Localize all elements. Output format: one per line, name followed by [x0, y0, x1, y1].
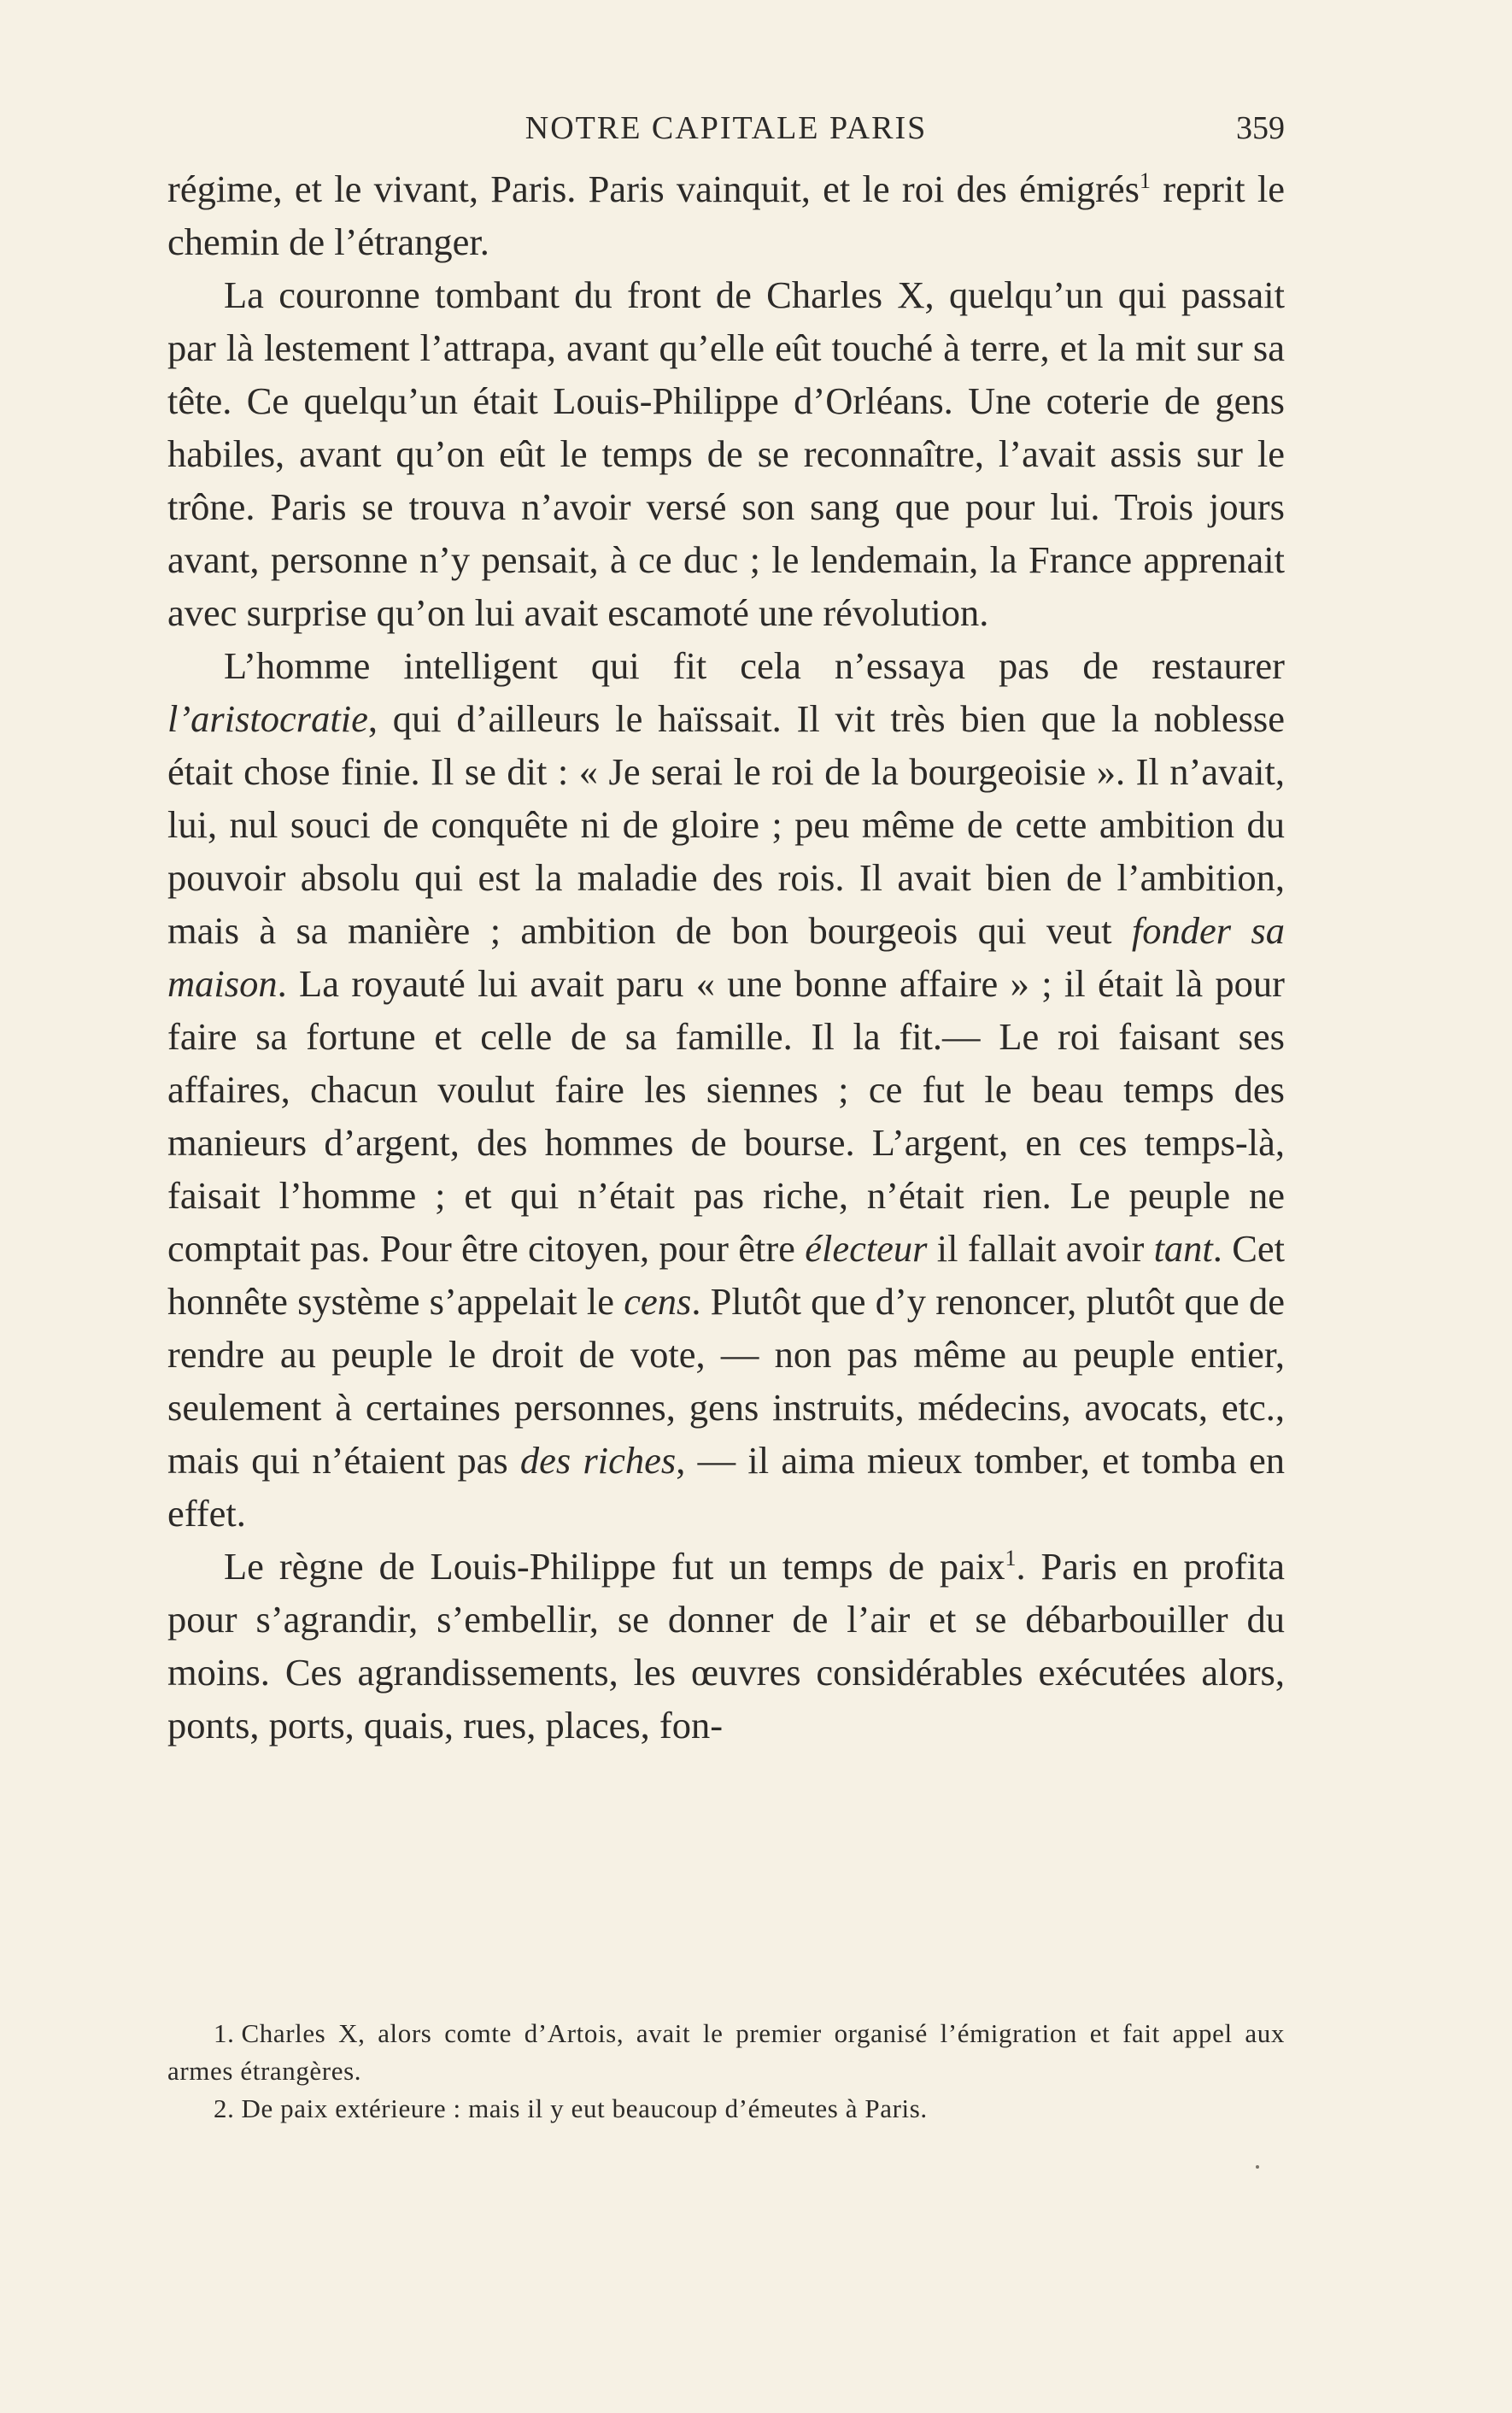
- paragraph-text: il fallait avoir: [927, 1227, 1154, 1270]
- footnote-text: De paix extérieure : mais il y eut beaucoup d’émeutes à Paris.: [241, 2093, 928, 2123]
- running-title: NOTRE CAPITALE PARIS: [525, 110, 928, 146]
- italic-term: fonder sa maison: [167, 909, 1285, 1005]
- paper-speck: [1256, 2165, 1259, 2169]
- paragraph-text: reprit le chemin de l’étranger.: [167, 167, 1285, 263]
- paragraph-3: [167, 639, 1285, 1540]
- body-text: [167, 162, 1285, 1752]
- paragraph-text: . Paris en profita pour s’agrandir, s’embellir, se donner de l’air et se débarbouiller du moins. Ces agrandissements, les œuvres considérables exécutées alors, ponts, ports, quais, rues, places, fon-: [167, 1545, 1286, 1747]
- footnote-1: [167, 2015, 1285, 2090]
- italic-term: électeur: [805, 1227, 928, 1270]
- page-number: 359: [1236, 110, 1285, 146]
- paragraph-text: , — il aima mieux tomber, et tomba en effet.: [167, 1439, 1285, 1535]
- footnote-marker: 2.: [214, 2093, 235, 2123]
- italic-term: tant: [1153, 1227, 1213, 1270]
- paragraph-text: régime, et le vivant, Paris. Paris vainquit, et le roi des émigrés: [167, 167, 1140, 210]
- footnote-reference: 1: [1005, 1546, 1017, 1571]
- paragraph-text: Le règne de Louis-Philippe fut un temps de paix: [224, 1545, 1005, 1588]
- running-head: [167, 109, 1285, 147]
- footnote-reference: 1: [1140, 168, 1151, 193]
- paragraph-text: . Cet honnête système s’appelait le: [167, 1227, 1285, 1323]
- footnote-marker: 1.: [214, 2018, 235, 2048]
- paragraph-1: [167, 162, 1285, 268]
- footnotes: [167, 2015, 1285, 2128]
- footnote-2: [167, 2090, 1285, 2128]
- paragraph-text: , qui d’ailleurs le haïssait. Il vit très bien que la noblesse était chose finie. Il se dit : « Je serai le roi de la bourgeoisie ». Il n’avait, lui, nul souci de conquête ni de gloire ; peu même de cette ambition du pouvoir absolu qui est la maladie des rois. Il avait bien de l’ambition, mais à sa manière ; ambition de bon bourgeois qui veut: [167, 697, 1285, 952]
- paragraph-text: . Plutôt que d’y renoncer, plutôt que de rendre au peuple le droit de vote, — non pas même au peuple entier, seulement à certaines personnes, gens instruits, médecins, avocats, etc., mais qui n’étaient pas: [167, 1280, 1285, 1482]
- footnote-text: Charles X, alors comte d’Artois, avait le premier organisé l’émigration et fait appel aux armes étrangères.: [167, 2018, 1285, 2086]
- paragraph-4: [167, 1540, 1285, 1752]
- paragraph-2: La couronne tombant du front de Charles X, quelqu’un qui passait par là lestement l’attrapa, avant qu’elle eût touché à terre, et la mit sur sa tête. Ce quelqu’un était Louis-Philippe d’Orléans. Une coterie de gens habiles, avant qu’on eût le temps de se reconnaître, l’avait assis sur le trône. Paris se trouva n’avoir versé son sang que pour lui. Trois jours avant, personne n’y pensait, à ce duc ; le lendemain, la France apprenait avec surprise qu’on lui avait escamoté une révolution.: [167, 273, 1285, 634]
- italic-term: l’aristocratie: [167, 697, 368, 740]
- paragraph-text: . La royauté lui avait paru « une bonne affaire » ; il était là pour faire sa fortune et celle de sa famille. Il la fit.— Le roi faisant ses affaires, chacun voulut faire les siennes ; ce fut le beau temps des manieurs d’argent, des hommes de bourse. L’argent, en ces temps-là, faisait l’homme ; et qui n’était pas riche, n’était rien. Le peuple ne comptait pas. Pour être citoyen, pour être: [167, 962, 1285, 1270]
- paragraph-text: L’homme intelligent qui fit cela n’essaya pas de restaurer: [224, 644, 1285, 687]
- italic-term: des riches: [519, 1439, 677, 1482]
- italic-term: cens: [624, 1280, 692, 1323]
